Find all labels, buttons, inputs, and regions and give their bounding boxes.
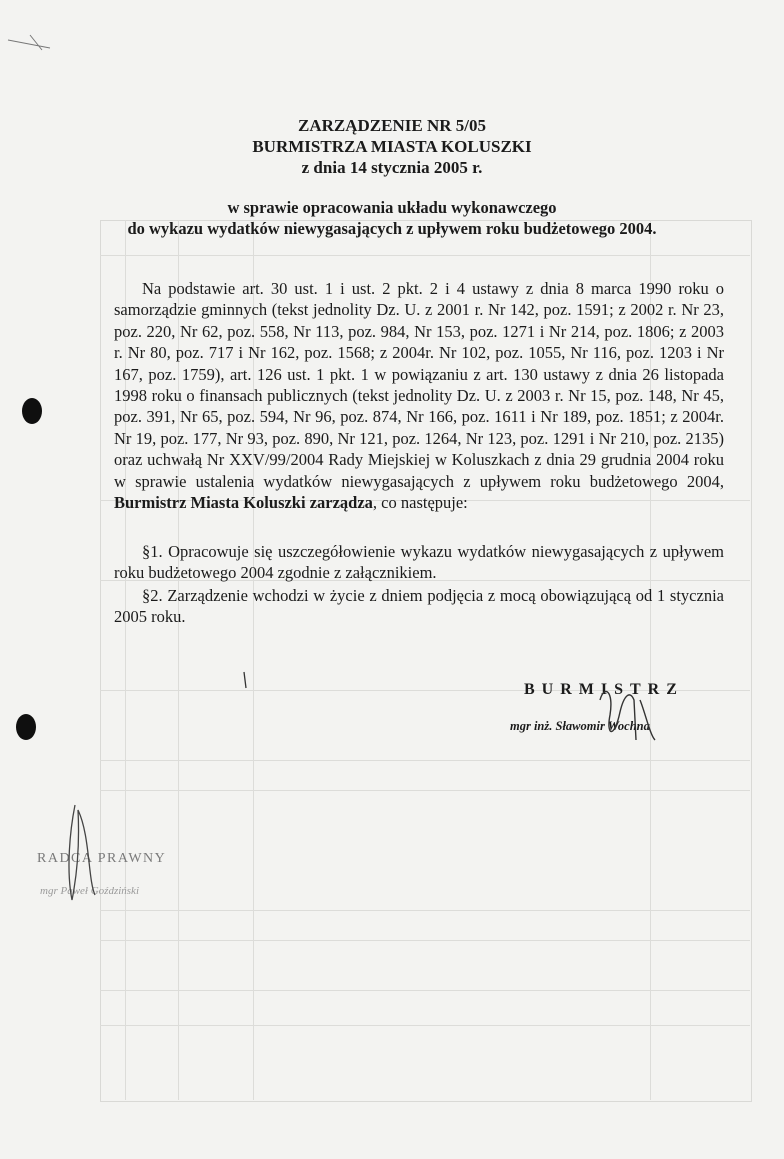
signatory-title: BURMISTRZ [524, 681, 684, 698]
signatory-name: mgr inż. Sławomir Wochna [510, 719, 650, 733]
signature-radca [69, 805, 95, 900]
section-1-text: Opracowuje się uszczegółowienie wykazu wydatków niewygasających z upływem roku budżetowego 2004 zgodnie z załącznikiem. [114, 542, 724, 583]
preamble-end: , co następuje: [372, 493, 468, 513]
section-2-text: Zarządzenie wchodzi w życie z dniem podjęcia z mocą obowiązującą od 1 stycznia 2005 roku. [114, 586, 724, 627]
legal-advisor-stamp: RADCA PRAWNY [37, 851, 167, 866]
punch-hole-top [22, 398, 42, 424]
title-line-1: ZARZĄDZENIE NR 5/05 [298, 116, 486, 135]
preamble-bold: Burmistrz Miasta Koluszki zarządza [114, 493, 373, 513]
signature-burmistrz [600, 692, 655, 740]
section-1-label: §1. [142, 542, 163, 561]
scan-mark [8, 35, 50, 50]
punch-hole-bottom [16, 714, 36, 740]
section-2-label: §2. [142, 586, 163, 605]
legal-advisor-name: mgr Paweł Goździński [40, 885, 139, 897]
pen-tick [244, 672, 246, 688]
subject-line-2: do wykazu wydatków niewygasających z upływem roku budżetowego 2004. [127, 219, 657, 238]
title-line-3: z dnia 14 stycznia 2005 r. [301, 158, 483, 177]
preamble-text: Na podstawie art. 30 ust. 1 i ust. 2 pkt. 2 i 4 ustawy z dnia 8 marca 1990 roku o samorządzie gminnych (tekst jednolity Dz. U. z 2001 r. Nr 142, poz. 1591; z 2002 r. Nr 23, poz. 220, Nr 62, poz. 558, Nr 113, poz. 984, Nr 153, poz. 1271 i Nr 214, poz. 1806; z 2003 r. Nr 80, poz. 717 i Nr 162, poz. 1568; z 2004r. Nr 102, poz. 1055, Nr 116, poz. 1203 i Nr 167, poz. 1759), art. 126 ust. 1 pkt. 1 w powiązaniu z art. 130 ustawy z dnia 26 listopada 1998 roku o finansach publicznych (tekst jednolity Dz. U. z 2003 r. Nr 15, poz. 148, Nr 45, poz. 391, Nr 65, poz. 594, Nr 96, poz. 874, Nr 166, poz. 1611 i Nr 189, poz. 1851; z 2004r. Nr 19, poz. 177, Nr 93, poz. 890, Nr 121, poz. 1264, Nr 123, poz. 1291 i Nr 210, poz. 2135) oraz uchwałą Nr XXV/99/2004 Rady Miejskiej w Koluszkach z dnia 29 grudnia 2004 roku w sprawie ustalenia wydatków niewygasających z upływem roku budżetowego 2004, [114, 279, 724, 491]
title-line-2: BURMISTRZA MIASTA KOLUSZKI [252, 137, 532, 156]
subject-line-1: w sprawie opracowania układu wykonawczego [227, 198, 557, 217]
